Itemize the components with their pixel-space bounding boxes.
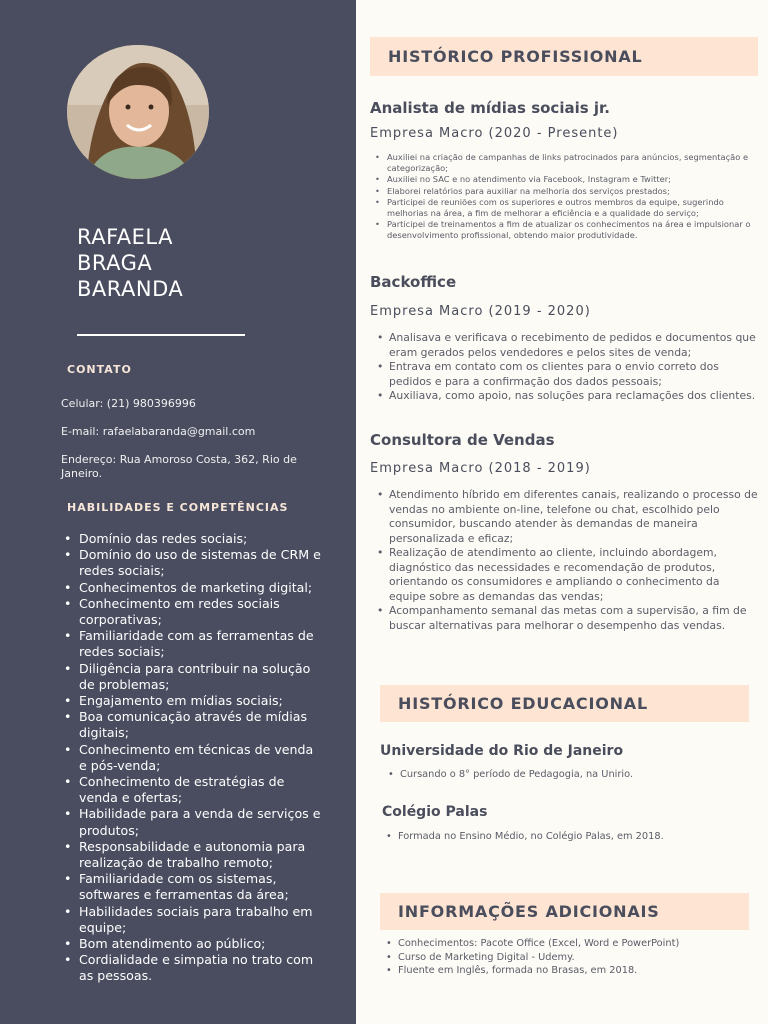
skill-item: • Engajamento em mídias sociais; xyxy=(62,693,322,709)
skill-item: • Habilidades sociais para trabalho em equipe; xyxy=(62,904,322,936)
job-bullet: • Elaborei relatórios para auxiliar na melhoria dos serviços prestados; xyxy=(372,186,752,197)
contact-heading: CONTATO xyxy=(67,363,132,376)
name-line: BARANDA xyxy=(77,277,184,301)
name-divider xyxy=(77,334,245,336)
skill-item: • Cordialidade e simpatia no trato com as pessoas. xyxy=(62,952,322,984)
job-bullets xyxy=(374,488,758,633)
job-bullet: • Participei de treinamentos a fim de atualizar os conhecimentos na área e impulsionar o desenvolvimento profissional, obtendo maior produtividade. xyxy=(372,219,752,241)
skill-item: • Conhecimento em redes sociais corporativas; xyxy=(62,596,322,628)
job-title: Analista de mídias sociais jr. xyxy=(370,99,610,117)
school-detail: • Formada no Ensino Médio, no Colégio Palas, em 2018. xyxy=(383,831,753,843)
school-name: Colégio Palas xyxy=(382,804,488,820)
skills-list xyxy=(62,531,322,985)
additional-info-item: • Curso de Marketing Digital - Udemy. xyxy=(383,951,758,965)
job-bullet: • Realização de atendimento ao cliente, incluindo abordagem, diagnóstico das necessidades e recomendação de produtos, orientando os consumidores e ampliando o conhecimento da equipe sobre as demandas das vendas; xyxy=(374,546,758,604)
job-bullet: • Auxiliava, como apoio, nas soluções para reclamações dos clientes. xyxy=(374,389,758,404)
job-bullets xyxy=(374,331,758,404)
job-title: Backoffice xyxy=(370,273,457,291)
job-bullet: • Atendimento híbrido em diferentes canais, realizando o processo de vendas no ambiente on-line, telefone ou chat, escolhido pelo consumidor, buscando atender às demandas de maneira personalizada e eficaz; xyxy=(374,488,758,546)
work-history-heading: HISTÓRICO PROFISSIONAL xyxy=(370,37,758,76)
skill-item: • Bom atendimento ao público; xyxy=(62,936,322,952)
job-bullet: • Entrava em contato com os clientes para o envio correto dos pedidos e para a confirmação dos dados pessoais; xyxy=(374,360,758,389)
skill-item: • Habilidade para a venda de serviços e produtos; xyxy=(62,806,322,838)
skill-item: • Familiaridade com as ferramentas de redes sociais; xyxy=(62,628,322,660)
job-bullet: • Auxiliei no SAC e no atendimento via Facebook, Instagram e Twitter; xyxy=(372,174,752,185)
skill-item: • Conhecimento em técnicas de venda e pós-venda; xyxy=(62,742,322,774)
job-bullet: • Auxiliei na criação de campanhas de links patrocinados para anúncios, segmentação e categorização; xyxy=(372,152,752,174)
additional-info-item: • Conhecimentos: Pacote Office (Excel, Word e PowerPoint) xyxy=(383,937,758,951)
skill-item: • Domínio do uso de sistemas de CRM e redes sociais; xyxy=(62,547,322,579)
contact-phone: Celular: (21) 980396996 xyxy=(61,397,196,410)
job-bullet: • Acompanhamento semanal das metas com a supervisão, a fim de buscar alternativas para melhorar o desempenho das vendas. xyxy=(374,604,758,633)
job-bullet: • Analisava e verificava o recebimento de pedidos e documentos que eram gerados pelos vendedores e pelos sites de venda; xyxy=(374,331,758,360)
school-details xyxy=(383,831,753,843)
job-title: Consultora de Vendas xyxy=(370,431,555,449)
contact-email: E-mail: rafaelabaranda@gmail.com xyxy=(61,425,256,438)
candidate-name xyxy=(77,224,183,302)
school-details xyxy=(385,769,755,781)
education-heading: HISTÓRICO EDUCACIONAL xyxy=(380,685,749,722)
school-detail: • Cursando o 8° período de Pedagogia, na Unirio. xyxy=(385,769,755,781)
additional-info-heading: INFORMAÇÕES ADICIONAIS xyxy=(380,893,749,930)
name-line: BRAGA xyxy=(77,251,153,275)
name-line: RAFAELA xyxy=(77,225,173,249)
skill-item: • Familiaridade com os sistemas, softwares e ferramentas da área; xyxy=(62,871,322,903)
skill-item: • Diligência para contribuir na solução de problemas; xyxy=(62,661,322,693)
skills-heading: HABILIDADES E COMPETÊNCIAS xyxy=(67,501,289,514)
skill-item: • Responsabilidade e autonomia para realização de trabalho remoto; xyxy=(62,839,322,871)
job-company: Empresa Macro (2018 - 2019) xyxy=(370,461,591,476)
additional-info-list xyxy=(383,937,758,978)
job-bullets xyxy=(372,152,752,242)
contact-address: Endereço: Rua Amoroso Costa, 362, Rio de Janeiro. xyxy=(61,453,297,480)
job-bullet: • Participei de reuniões com os superiores e outros membros da equipe, sugerindo melhorias na área, a fim de melhorar a eficiência e a qualidade do serviço; xyxy=(372,197,752,219)
additional-info-item: • Fluente em Inglês, formada no Brasas, em 2018. xyxy=(383,964,758,978)
skill-item: • Conhecimentos de marketing digital; xyxy=(62,580,322,596)
skill-item: • Domínio das redes sociais; xyxy=(62,531,322,547)
sidebar xyxy=(0,0,356,1024)
job-company: Empresa Macro (2019 - 2020) xyxy=(370,304,591,319)
school-name: Universidade do Rio de Janeiro xyxy=(380,743,624,759)
skill-item: • Conhecimento de estratégias de venda e ofertas; xyxy=(62,774,322,806)
profile-photo xyxy=(67,45,209,179)
job-company: Empresa Macro (2020 - Presente) xyxy=(370,126,619,141)
skill-item: • Boa comunicação através de mídias digitais; xyxy=(62,709,322,741)
